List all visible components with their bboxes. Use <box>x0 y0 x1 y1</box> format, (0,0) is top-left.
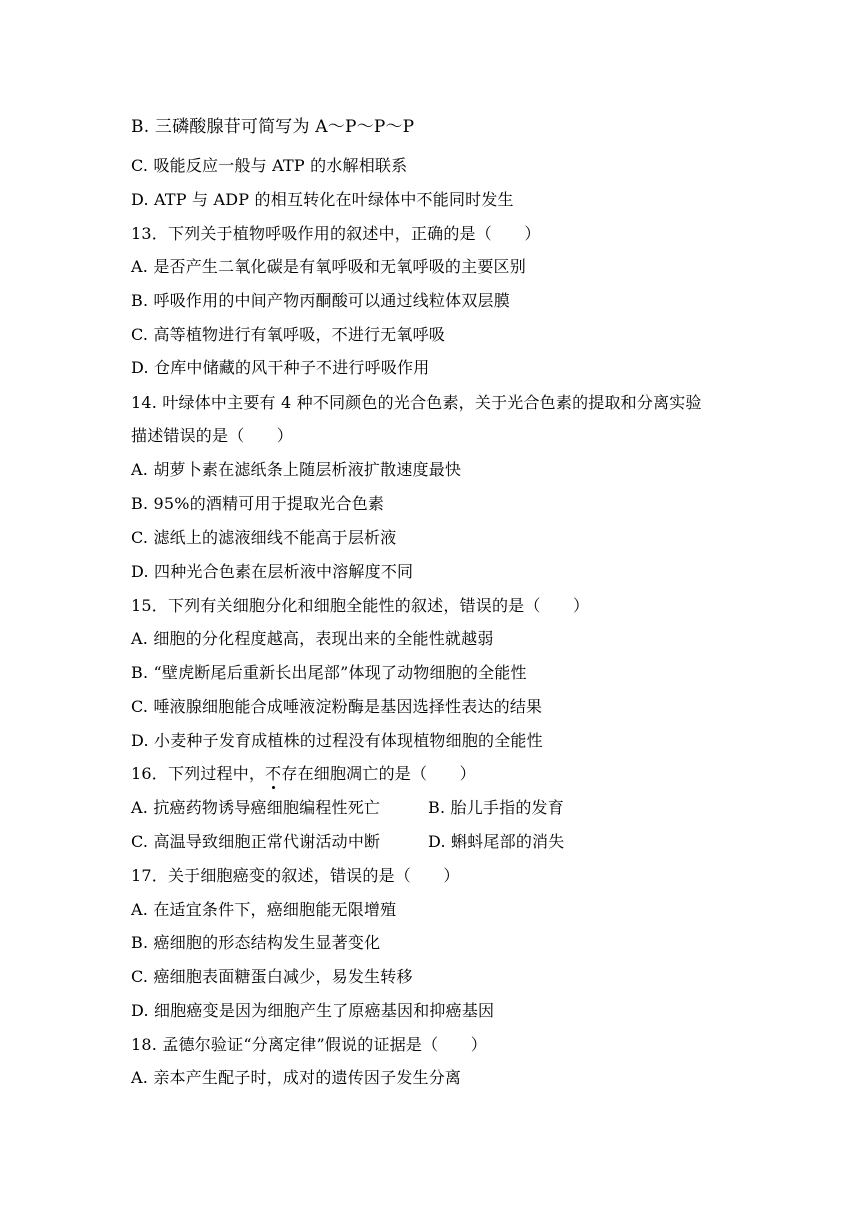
q16-option-a: A. 抗癌药物诱导癌细胞编程性死亡 <box>131 798 381 817</box>
q16-stem-after: 存在细胞凋亡的是（ ） <box>281 764 476 783</box>
q14-option-c: C. 滤纸上的滤液细线不能高于层析液 <box>131 528 397 547</box>
q16-option-b: B. 胎儿手指的发育 <box>428 798 564 817</box>
q12-option-d: D. ATP 与 ADP 的相互转化在叶绿体中不能同时发生 <box>131 190 514 209</box>
q13-option-d: D. 仓库中储藏的风干种子不进行呼吸作用 <box>131 358 430 377</box>
q18-option-a: A. 亲本产生配子时，成对的遗传因子发生分离 <box>131 1068 462 1087</box>
q14-option-a: A. 胡萝卜素在滤纸条上随层析液扩散速度最快 <box>131 460 462 479</box>
q16-option-d: D. 蝌蚪尾部的消失 <box>428 832 565 851</box>
q12-option-b: B. 三磷酸腺苷可简写为 A～P～P～P <box>131 117 415 137</box>
q15-option-b: B. “壁虎断尾后重新长出尾部”体现了动物细胞的全能性 <box>131 663 527 682</box>
q14-stem-line1: 14. 叶绿体中主要有 4 种不同颜色的光合色素，关于光合色素的提取和分离实验 <box>131 393 702 412</box>
q16-stem-emphasis: 不 <box>265 764 282 783</box>
q16-options-row2 <box>131 832 565 852</box>
q16-stem-before: 16．下列过程中， <box>131 764 266 783</box>
q16-stem <box>131 764 476 784</box>
q13-stem: 13．下列关于植物呼吸作用的叙述中，正确的是（ ） <box>131 224 541 243</box>
q15-option-c: C. 唾液腺细胞能合成唾液淀粉酶是基因选择性表达的结果 <box>131 697 543 716</box>
q16-options-row1 <box>131 798 564 818</box>
q15-option-d: D. 小麦种子发育成植株的过程没有体现植物细胞的全能性 <box>131 731 543 750</box>
q13-option-a: A. 是否产生二氧化碳是有氧呼吸和无氧呼吸的主要区别 <box>131 257 526 276</box>
q18-stem: 18. 孟德尔验证“分离定律”假说的证据是（ ） <box>131 1035 487 1054</box>
q14-option-d: D. 四种光合色素在层析液中溶解度不同 <box>131 562 414 581</box>
q17-option-b: B. 癌细胞的形态结构发生显著变化 <box>131 933 381 952</box>
q17-option-d: D. 细胞癌变是因为细胞产生了原癌基因和抑癌基因 <box>131 1001 495 1020</box>
q17-option-a: A. 在适宜条件下，癌细胞能无限增殖 <box>131 900 397 919</box>
q17-stem: 17．关于细胞癌变的叙述，错误的是（ ） <box>131 866 460 885</box>
q13-option-b: B. 呼吸作用的中间产物丙酮酸可以通过线粒体双层膜 <box>131 291 510 310</box>
q15-option-a: A. 细胞的分化程度越高，表现出来的全能性就越弱 <box>131 629 494 648</box>
q16-option-c: C. 高温导致细胞正常代谢活动中断 <box>131 832 381 851</box>
q15-stem: 15．下列有关细胞分化和细胞全能性的叙述，错误的是（ ） <box>131 596 590 615</box>
q17-option-c: C. 癌细胞表面糖蛋白减少，易发生转移 <box>131 967 413 986</box>
q14-stem-line2: 描述错误的是（ ） <box>131 426 294 445</box>
q12-option-c: C. 吸能反应一般与 ATP 的水解相联系 <box>131 156 408 175</box>
q14-option-b: B. 95%的酒精可用于提取光合色素 <box>131 494 385 513</box>
q13-option-c: C. 高等植物进行有氧呼吸，不进行无氧呼吸 <box>131 325 446 344</box>
